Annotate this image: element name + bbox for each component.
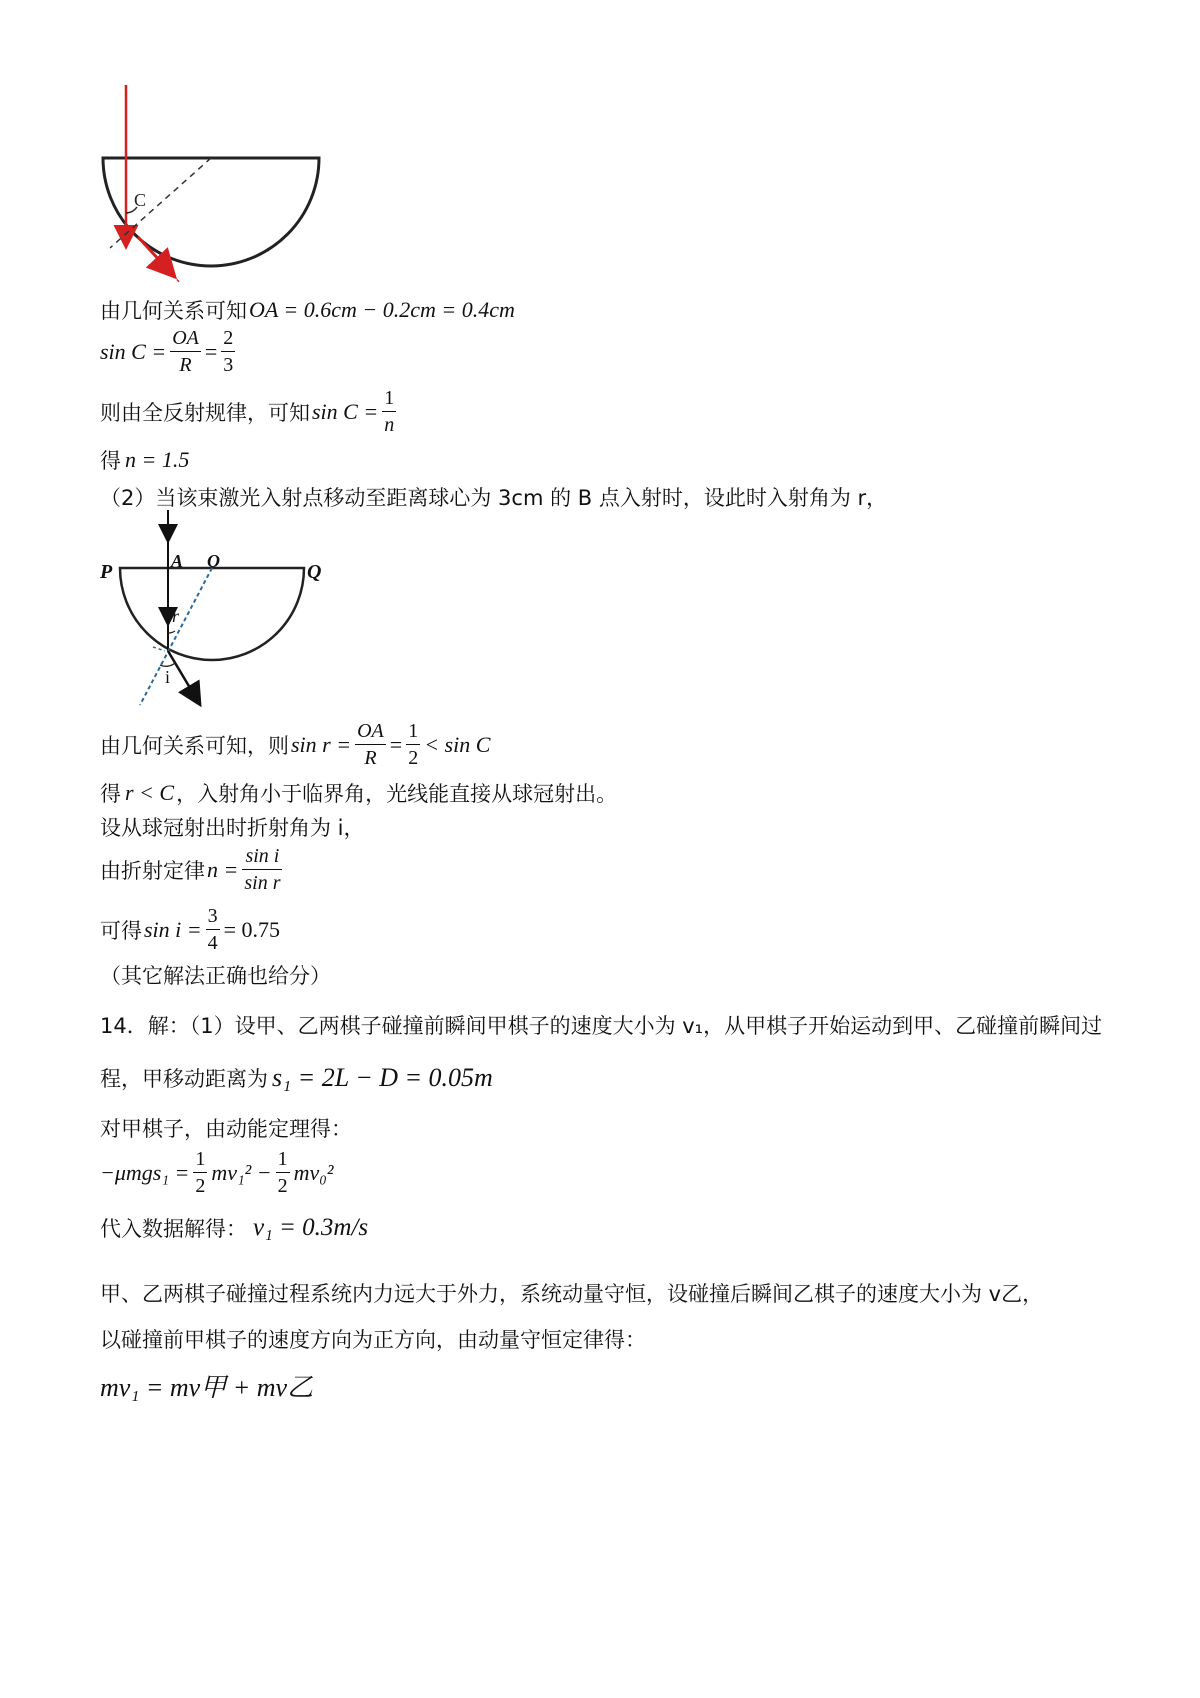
eq-sinr: 由几何关系可知，则 sin r = $\frac{OA}{R}$ = $\frac{1}{2}$ < sin C [100, 720, 491, 769]
label-p: P [100, 561, 113, 583]
line-oa: 由几何关系可知 OA = 0.6cm − 0.2cm = 0.4cm [100, 297, 515, 323]
eq-total-reflection: 则由全反射规律，可知 sin C = $\frac{1}{n}$ [100, 387, 395, 436]
result-r-less-c: 得 r < C ，入射角小于临界角，光线能直接从球冠射出。 [100, 780, 618, 806]
eq-sinc-oa-r: sin C = $\frac{OA}{R}$ = $\frac{2}{3}$ [100, 327, 234, 376]
line-distance: 程，甲移动距离为 s₁ = 2L − D = 0.05m [100, 1063, 493, 1092]
angle-label-c: C [134, 190, 147, 210]
result-v1: 代入数据解得： v₁ = 0.3m/s [100, 1214, 369, 1241]
eq-momentum: mv₁ = mv甲 + mv乙 [100, 1373, 314, 1402]
hemisphere-outline [120, 568, 304, 660]
label-q: Q [307, 561, 322, 583]
label-i: i [165, 667, 171, 687]
angle-arc-r [168, 631, 175, 633]
eq-sini: 可得 sin i = $\frac{3}{4}$ = 0.75 [100, 905, 281, 954]
hemisphere-outline [103, 158, 319, 266]
eq-kinetic-energy: −μmgs₁ = $\frac{1}{2}$ mv₁² − $\frac{1}{2}$ mv₀² [100, 1148, 334, 1197]
label-o: O [207, 551, 220, 571]
result-n: 得 n = 1.5 [100, 447, 190, 473]
line-refraction-angle: 设从球冠射出时折射角为 i， [100, 816, 365, 840]
line-positive-direction: 以碰撞前甲棋子的速度方向为正方向，由动量守恒定律得： [100, 1328, 646, 1352]
label-r: r [172, 606, 180, 626]
line-kinetic-theorem: 对甲棋子，由动能定理得： [100, 1117, 352, 1141]
line-momentum-conservation: 甲、乙两棋子碰撞过程系统内力远大于外力，系统动量守恒，设碰撞后瞬间乙棋子的速度大小为 v乙， [100, 1282, 1044, 1306]
figure-refraction [95, 505, 345, 710]
label-a: A [171, 551, 184, 571]
figure-total-reflection [95, 80, 335, 295]
part-2-intro: （2）当该束激光入射点移动至距离球心为 3cm 的 B 点入射时，设此时入射角为 r， [100, 486, 888, 510]
note-other-methods: （其它解法正确也给分） [100, 964, 331, 988]
q14-intro: 14．解：（1）设甲、乙两棋子碰撞前瞬间甲棋子的速度大小为 v₁，从甲棋子开始运动到甲、乙碰撞前瞬间过 [100, 1014, 1103, 1038]
eq-snell: 由折射定律 n = $\frac{\text{sin i}}{\text{sin r}}$ [100, 845, 281, 894]
